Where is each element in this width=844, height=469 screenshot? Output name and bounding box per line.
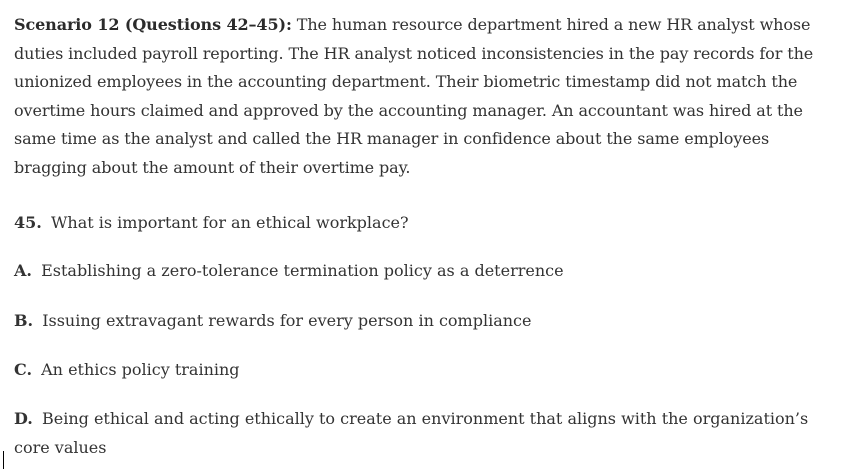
question-number: 45. [14, 213, 42, 232]
option-text: Issuing extravagant rewards for every person in compliance [42, 311, 532, 330]
option-text: Establishing a zero-tolerance termination policy as a deterrence [41, 261, 564, 280]
text-cursor [3, 451, 4, 469]
option-letter: C. [14, 360, 33, 379]
answer-option-d[interactable] [14, 405, 814, 462]
answer-option-c[interactable] [14, 356, 814, 385]
scenario-text: The human resource department hired a new HR analyst whose duties included payroll reporting. The HR analyst noticed inconsistencies in the pay records for the unionized employees in the accounting department. Their biometric timestamp did not match the overtime hours claimed and approved by the accounting manager. An accountant was hired at the same time as the analyst and called the HR manager in confidence about the same employees bragging about the amount of their overtime pay. [14, 15, 814, 177]
option-letter: A. [14, 261, 32, 280]
question-page [14, 11, 829, 457]
option-text: An ethics policy training [41, 360, 240, 379]
option-letter: D. [14, 409, 33, 428]
option-text: Being ethical and acting ethically to create an environment that aligns with the organization’s core values [14, 409, 809, 457]
answer-option-b[interactable] [14, 307, 814, 336]
scenario-paragraph [14, 11, 829, 182]
option-letter: B. [14, 311, 34, 330]
question-prompt [14, 212, 409, 234]
answer-option-a[interactable] [14, 257, 814, 286]
question-text: What is important for an ethical workplace? [50, 213, 409, 232]
scenario-heading: Scenario 12 (Questions 42–45): [14, 15, 292, 34]
